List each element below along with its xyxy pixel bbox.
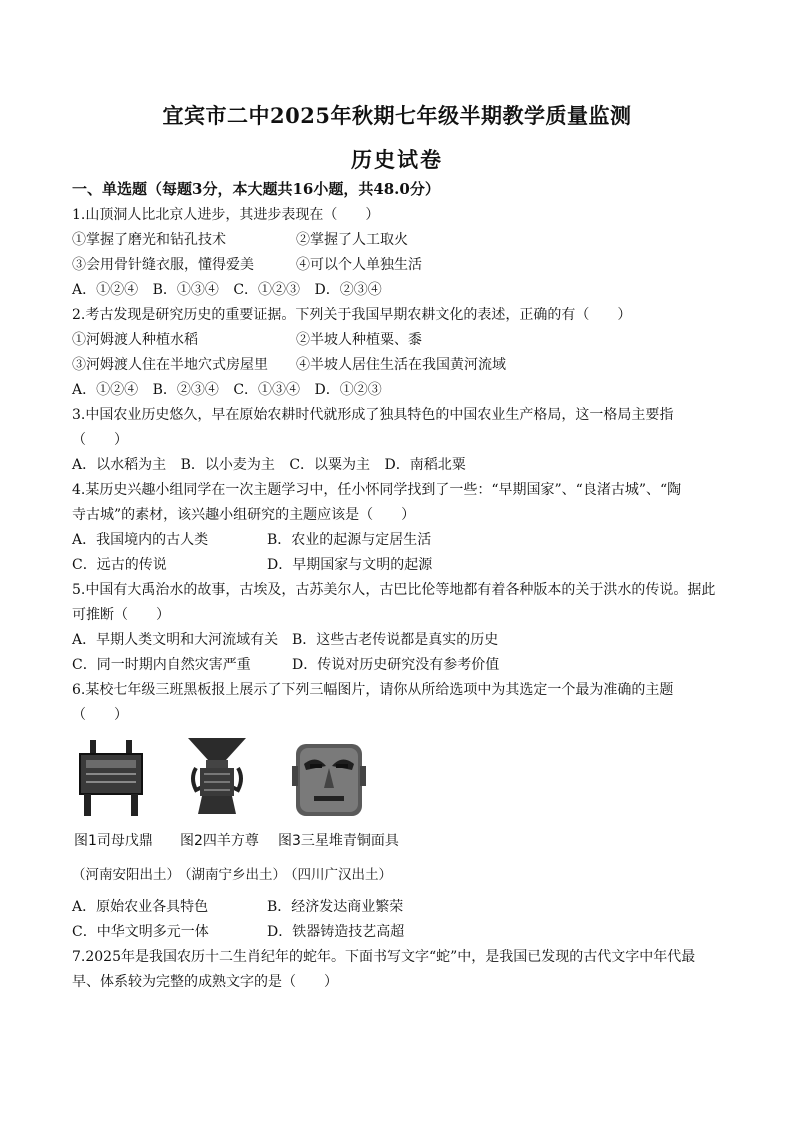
exam-title: 宜宾市二中2025年秋期七年级半期教学质量监测 xyxy=(162,103,632,128)
question-4-stem-line-2: 寺古城”的素材，该兴趣小组研究的主题应该是（ ） xyxy=(72,507,416,523)
q5-option-a[interactable]: A．早期人类文明和大河流域有关 xyxy=(72,632,279,648)
question-3-stem-line-1: 3.中国农业历史悠久，早在原始农耕时代就形成了独具特色的中国农业生产格局，这一格局主要指 xyxy=(72,407,674,423)
question-6-stem-line-1: 6.某校七年级三班黑板报上展示了下列三幅图片，请你从所给选项中为其选定一个最为准确的主题 xyxy=(72,682,674,698)
q1-item-1: ①掌握了磨光和钻孔技术 xyxy=(72,232,226,248)
question-1-stem: 1.山顶洞人比北京人进步，其进步表现在（ ） xyxy=(72,207,380,223)
q2-option-c[interactable]: C．①③④ xyxy=(233,382,301,398)
figure-1-location: （河南安阳出土） xyxy=(72,867,180,883)
q2-option-a[interactable]: A．①②④ xyxy=(72,382,139,398)
question-2-stem: 2.考古发现是研究历史的重要证据。下列关于我国早期农耕文化的表述，正确的有（ ） xyxy=(72,307,632,323)
q2-item-1: ①河姆渡人种植水稻 xyxy=(72,332,198,348)
exam-subtitle: 历史试卷 xyxy=(351,147,443,172)
q6-option-d[interactable]: D．铁器铸造技艺高超 xyxy=(267,924,405,940)
figure-1-caption: 图1司母戊鼎 xyxy=(74,833,153,849)
question-5-stem-line-2: 可推断（ ） xyxy=(72,607,170,623)
question-7-stem-line-1: 7.2025年是我国农历十二生肖纪年的蛇年。下面书写文字“蛇”中，是我国已发现的古代文字中年代最 xyxy=(72,949,696,965)
q4-option-c[interactable]: C．远古的传说 xyxy=(72,557,167,573)
question-6-stem-line-2: （ ） xyxy=(72,707,128,723)
bronze-mask-icon xyxy=(290,736,368,820)
section-heading: 一、单选题（每题3分，本大题共16小题，共48.0分） xyxy=(72,180,440,198)
q4-option-d[interactable]: D．早期国家与文明的起源 xyxy=(267,557,433,573)
q2-item-4: ④半坡人居住生活在我国黄河流域 xyxy=(296,357,506,373)
q2-option-b[interactable]: B．②③④ xyxy=(152,382,219,398)
q4-option-a[interactable]: A．我国境内的古人类 xyxy=(72,532,209,548)
question-7-stem-line-2: 早、体系较为完整的成熟文字的是（ ） xyxy=(72,974,338,990)
q1-options xyxy=(72,281,392,299)
q1-item-4: ④可以个人单独生活 xyxy=(296,257,422,273)
q3-option-d[interactable]: D．南稻北粟 xyxy=(384,457,466,473)
q5-option-b[interactable]: B．这些古老传说都是真实的历史 xyxy=(292,632,499,648)
figure-2-caption: 图2四羊方尊 xyxy=(180,833,259,849)
q6-option-b[interactable]: B．经济发达商业繁荣 xyxy=(267,899,404,915)
q6-option-c[interactable]: C．中华文明多元一体 xyxy=(72,924,209,940)
q2-option-d[interactable]: D．①②③ xyxy=(314,382,382,398)
q1-option-b[interactable]: B．①③④ xyxy=(152,282,219,298)
q1-option-a[interactable]: A．①②④ xyxy=(72,282,139,298)
question-6-figures xyxy=(72,730,412,890)
q6-option-a[interactable]: A．原始农业各具特色 xyxy=(72,899,209,915)
q5-option-d[interactable]: D．传说对历史研究没有参考价值 xyxy=(292,657,500,673)
question-3-stem-line-2: （ ） xyxy=(72,432,128,448)
figure-3-caption: 图3三星堆青铜面具 xyxy=(278,833,399,849)
q3-option-a[interactable]: A．以水稻为主 xyxy=(72,457,167,473)
question-4-stem-line-1: 4.某历史兴趣小组同学在一次主题学习中，任小怀同学找到了一些：“早期国家”、“良渚古城”、“陶 xyxy=(72,482,682,498)
q3-options xyxy=(72,456,476,474)
q1-item-3: ③会用骨针缝衣服，懂得爱美 xyxy=(72,257,254,273)
figure-2-location: （湖南宁乡出土） xyxy=(178,867,286,883)
q3-option-b[interactable]: B．以小麦为主 xyxy=(180,457,275,473)
zun-vessel-icon xyxy=(182,734,252,818)
q1-option-d[interactable]: D．②③④ xyxy=(314,282,382,298)
q2-options xyxy=(72,381,392,399)
question-5-stem-line-1: 5.中国有大禹治水的故事，古埃及，古苏美尔人，古巴比伦等地都有着各种版本的关于洪水的传说。据此 xyxy=(72,582,716,598)
q1-item-2: ②掌握了人工取火 xyxy=(296,232,408,248)
q1-option-c[interactable]: C．①②③ xyxy=(233,282,301,298)
figure-3-location: （四川广汉出土） xyxy=(284,867,392,883)
q2-item-3: ③河姆渡人住在半地穴式房屋里 xyxy=(72,357,268,373)
q5-option-c[interactable]: C．同一时期内自然灾害严重 xyxy=(72,657,251,673)
q2-item-2: ②半坡人种植粟、黍 xyxy=(296,332,422,348)
q3-option-c[interactable]: C．以粟为主 xyxy=(289,457,371,473)
ding-vessel-icon xyxy=(76,738,146,818)
q4-option-b[interactable]: B．农业的起源与定居生活 xyxy=(267,532,432,548)
